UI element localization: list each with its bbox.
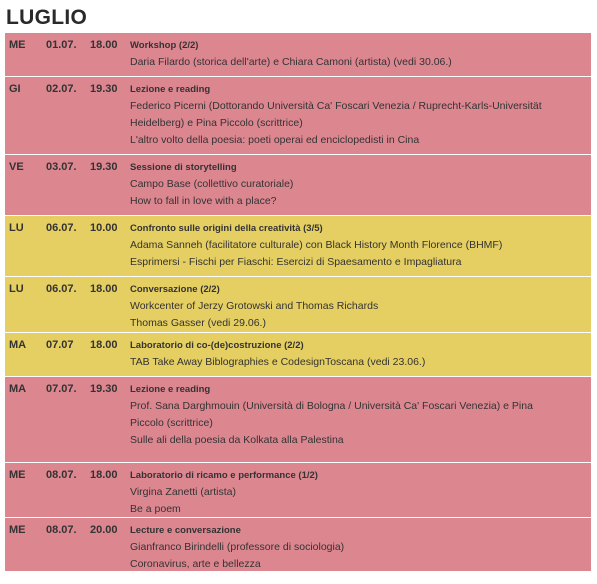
event-time: 19.30: [90, 383, 118, 395]
event-day: MA: [9, 383, 27, 395]
event-title: Workshop (2/2): [130, 40, 199, 51]
event-day: GI: [9, 83, 21, 95]
event-title: Sessione di storytelling: [130, 162, 237, 173]
event-title: Laboratorio di co-(de)costruzione (2/2): [130, 340, 304, 351]
event-row: [5, 277, 591, 333]
event-row: [5, 77, 591, 155]
event-body: [130, 524, 582, 573]
event-detail-line: Be a poem: [130, 503, 181, 515]
event-detail-line: Coronavirus, arte e bellezza: [130, 558, 261, 570]
event-day: MA: [9, 339, 27, 351]
event-date: 08.07.: [46, 524, 77, 536]
event-date: 03.07.: [46, 161, 77, 173]
event-detail-line: Workcenter of Jerzy Grotowski and Thomas Richards: [130, 300, 379, 312]
event-row: [5, 377, 591, 463]
event-title: Lecture e conversazione: [130, 525, 241, 536]
event-detail-line: Piccolo (scrittrice): [130, 417, 213, 429]
event-title: Laboratorio di ricamo e performance (1/2): [130, 470, 318, 481]
event-row: [5, 463, 591, 518]
event-time: 20.00: [90, 524, 118, 536]
event-detail-line: TAB Take Away Biblographies e CodesignToscana (vedi 23.06.): [130, 356, 426, 368]
event-detail-line: Adama Sanneh (facilitatore culturale) con Black History Month Florence (BHMF): [130, 239, 503, 251]
event-body: [130, 469, 582, 518]
event-detail-line: Heidelberg) e Pina Piccolo (scrittrice): [130, 117, 303, 129]
event-date: 08.07.: [46, 469, 77, 481]
event-body: [130, 83, 582, 149]
event-detail-line: Gianfranco Birindelli (professore di sociologia): [130, 541, 345, 553]
event-title: Confronto sulle origini della creatività (3/5): [130, 223, 323, 234]
event-detail-line: Esprimersi - Fischi per Fiaschi: Esercizi di Spaesamento e Impagliatura: [130, 256, 462, 268]
event-time: 10.00: [90, 222, 118, 234]
event-date: 01.07.: [46, 39, 77, 51]
event-time: 19.30: [90, 83, 118, 95]
event-detail-line: Thomas Gasser (vedi 29.06.): [130, 317, 266, 329]
event-title: Conversazione (2/2): [130, 284, 220, 295]
event-title: Lezione e reading: [130, 84, 211, 95]
event-time: 19.30: [90, 161, 118, 173]
event-body: [130, 222, 582, 271]
event-detail-line: Campo Base (collettivo curatoriale): [130, 178, 294, 190]
event-detail-line: Virgina Zanetti (artista): [130, 486, 237, 498]
event-list: [5, 33, 591, 572]
event-date: 07.07.: [46, 383, 77, 395]
event-date: 07.07: [46, 339, 74, 351]
event-body: [130, 283, 582, 332]
event-detail-line: Daria Filardo (storica dell'arte) e Chiara Camoni (artista) (vedi 30.06.): [130, 56, 452, 68]
event-time: 18.00: [90, 339, 118, 351]
month-heading: LUGLIO: [6, 6, 88, 29]
event-body: [130, 39, 582, 71]
event-time: 18.00: [90, 283, 118, 295]
event-day: ME: [9, 39, 26, 51]
event-body: [130, 383, 582, 449]
event-detail-line: How to fall in love with a place?: [130, 195, 277, 207]
event-time: 18.00: [90, 39, 118, 51]
event-day: LU: [9, 283, 24, 295]
event-row: [5, 216, 591, 277]
event-day: VE: [9, 161, 24, 173]
event-body: [130, 161, 582, 210]
event-day: LU: [9, 222, 24, 234]
event-detail-line: L'altro volto della poesia: poeti operai ed enciclopedisti in Cina: [130, 134, 420, 146]
event-date: 06.07.: [46, 222, 77, 234]
event-day: ME: [9, 469, 26, 481]
event-detail-line: Sulle ali della poesia da Kolkata alla Palestina: [130, 434, 344, 446]
event-row: [5, 518, 591, 572]
event-title: Lezione e reading: [130, 384, 211, 395]
event-date: 06.07.: [46, 283, 77, 295]
event-row: [5, 155, 591, 216]
event-detail-line: Federico Picerni (Dottorando Università Ca' Foscari Venezia / Ruprecht-Karls-Universität: [130, 100, 542, 112]
event-body: [130, 339, 582, 371]
event-time: 18.00: [90, 469, 118, 481]
event-detail-line: Prof. Sana Darghmouin (Università di Bologna / Università Ca' Foscari Venezia) e Pina: [130, 400, 533, 412]
event-date: 02.07.: [46, 83, 77, 95]
event-row: [5, 33, 591, 77]
event-day: ME: [9, 524, 26, 536]
event-row: [5, 333, 591, 377]
